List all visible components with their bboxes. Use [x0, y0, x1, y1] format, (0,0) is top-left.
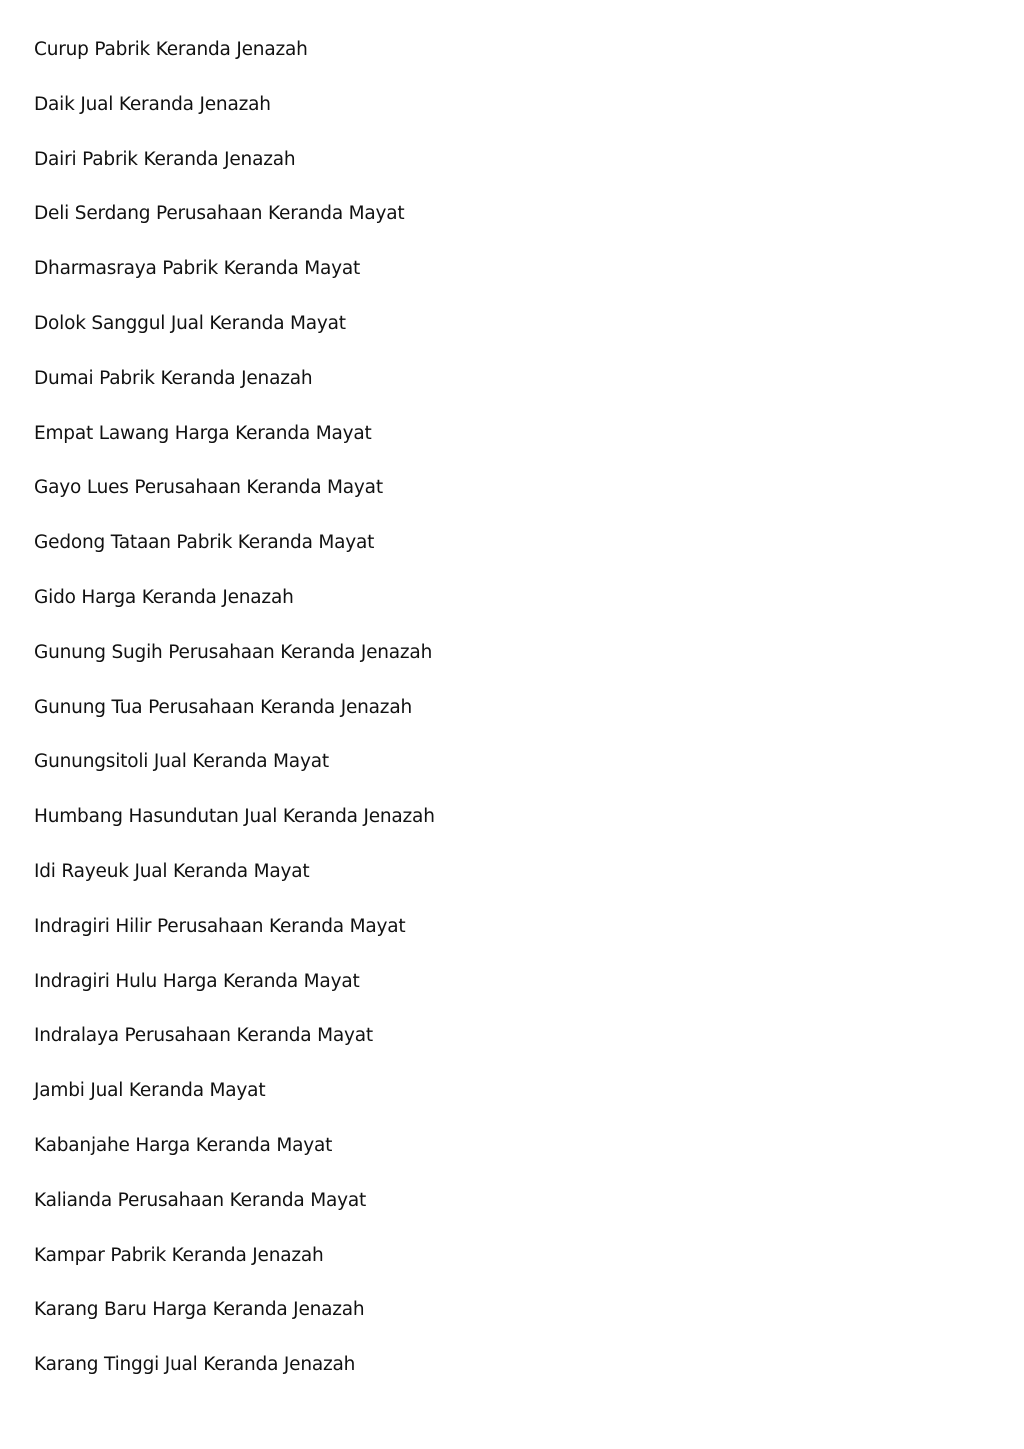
- list-item: Jambi Jual Keranda Mayat: [34, 1080, 266, 1102]
- list-item: Daik Jual Keranda Jenazah: [34, 93, 271, 115]
- list-item: Deli Serdang Perusahaan Keranda Mayat: [34, 203, 405, 225]
- list-item: Gido Harga Keranda Jenazah: [34, 586, 294, 608]
- list-item: Kalianda Perusahaan Keranda Mayat: [34, 1189, 367, 1211]
- list-item: Gedong Tataan Pabrik Keranda Mayat: [34, 532, 375, 554]
- list-item: Gunungsitoli Jual Keranda Mayat: [34, 751, 329, 773]
- list-item: Gunung Tua Perusahaan Keranda Jenazah: [34, 696, 412, 718]
- list-item: Gunung Sugih Perusahaan Keranda Jenazah: [34, 641, 433, 663]
- list-item: Indragiri Hulu Harga Keranda Mayat: [34, 970, 360, 992]
- list-item: Gayo Lues Perusahaan Keranda Mayat: [34, 477, 383, 499]
- list-item: Indragiri Hilir Perusahaan Keranda Mayat: [34, 915, 406, 937]
- entry-list: [34, 36, 435, 1406]
- list-item: Idi Rayeuk Jual Keranda Mayat: [34, 860, 310, 882]
- list-item: Empat Lawang Harga Keranda Mayat: [34, 422, 372, 444]
- list-item: Indralaya Perusahaan Keranda Mayat: [34, 1025, 373, 1047]
- list-item: Humbang Hasundutan Jual Keranda Jenazah: [34, 806, 435, 828]
- list-item: Karang Baru Harga Keranda Jenazah: [34, 1299, 365, 1321]
- list-item: Dairi Pabrik Keranda Jenazah: [34, 148, 296, 170]
- list-item: Kampar Pabrik Keranda Jenazah: [34, 1244, 324, 1266]
- list-item: Karang Tinggi Jual Keranda Jenazah: [34, 1354, 356, 1376]
- list-item: Dolok Sanggul Jual Keranda Mayat: [34, 312, 346, 334]
- list-item: Kabanjahe Harga Keranda Mayat: [34, 1134, 333, 1156]
- list-item: Curup Pabrik Keranda Jenazah: [34, 39, 308, 60]
- list-item: Dharmasraya Pabrik Keranda Mayat: [34, 258, 361, 280]
- list-item: Dumai Pabrik Keranda Jenazah: [34, 367, 313, 389]
